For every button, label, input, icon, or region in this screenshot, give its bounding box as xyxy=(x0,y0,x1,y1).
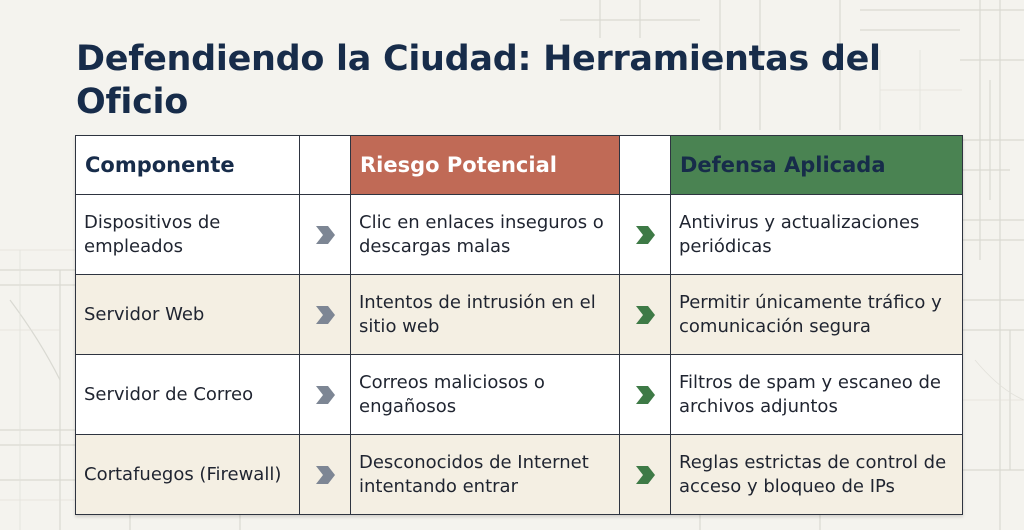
risk-cell: Clic en enlaces inseguros o descargas malas xyxy=(351,195,620,275)
header-spacer xyxy=(620,136,671,195)
gray-chevron-right-icon xyxy=(300,275,351,355)
defense-cell: Filtros de spam y escaneo de archivos adjuntos xyxy=(671,355,963,435)
risk-cell: Desconocidos de Internet intentando entrar xyxy=(351,435,620,515)
component-cell: Servidor Web xyxy=(76,275,300,355)
header-risk: Riesgo Potencial xyxy=(351,136,620,195)
defense-cell: Permitir únicamente tráfico y comunicación segura xyxy=(671,275,963,355)
component-cell: Dispositivos de empleados xyxy=(76,195,300,275)
gray-chevron-right-icon xyxy=(300,435,351,515)
header-component: Componente xyxy=(76,136,300,195)
header-defense: Defensa Aplicada xyxy=(671,136,963,195)
gray-chevron-right-icon xyxy=(300,355,351,435)
defense-cell: Reglas estrictas de control de acceso y bloqueo de IPs xyxy=(671,435,963,515)
header-spacer xyxy=(300,136,351,195)
defense-table xyxy=(75,135,963,515)
gray-chevron-right-icon xyxy=(300,195,351,275)
risk-cell: Intentos de intrusión en el sitio web xyxy=(351,275,620,355)
green-chevron-right-icon xyxy=(620,435,671,515)
green-chevron-right-icon xyxy=(620,275,671,355)
green-chevron-right-icon xyxy=(620,195,671,275)
green-chevron-right-icon xyxy=(620,355,671,435)
page-title: Defendiendo la Ciudad: Herramientas del Oficio xyxy=(76,39,881,122)
defense-cell: Antivirus y actualizaciones periódicas xyxy=(671,195,963,275)
component-cell: Servidor de Correo xyxy=(76,355,300,435)
risk-cell: Correos maliciosos o engañosos xyxy=(351,355,620,435)
component-cell: Cortafuegos (Firewall) xyxy=(76,435,300,515)
